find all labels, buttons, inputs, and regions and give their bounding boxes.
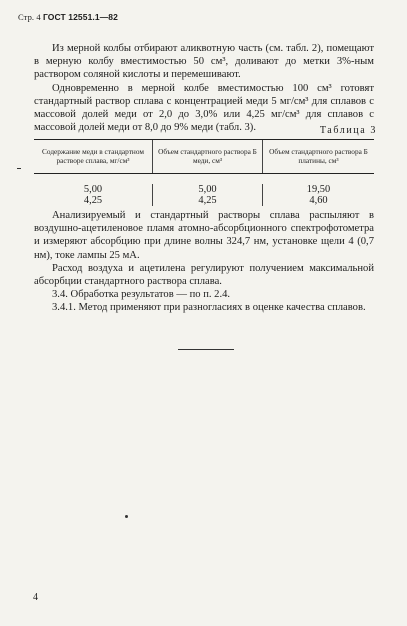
table-cell: 4,25 bbox=[198, 195, 217, 206]
running-header bbox=[18, 12, 118, 22]
table-cell: 4,60 bbox=[309, 195, 328, 206]
text-block-top bbox=[34, 42, 374, 134]
table-header-cell: Содержание меди в стандартном растворе сплава, мг/см³ bbox=[42, 146, 144, 165]
paragraph-standard-solution: Одновременно в мерной колбе вместимостью 100 см³ готовят стандартный раствор сплава с концентрацией меди 5 мг/см³ для сплавов с массовой долей меди от 2,0 до 3,0% или 4,25 мг/см³ для сплавов с массовой долей меди от 8,0 до 9% меди (табл. 3). bbox=[34, 82, 374, 134]
table-header-cell: Объем стандартного раствора Б платины, см³ bbox=[262, 140, 374, 173]
paragraph-results: 3.4. Обработка результатов — по п. 2.4. bbox=[52, 289, 231, 301]
table-cell: 4,25 bbox=[83, 195, 103, 206]
table-3 bbox=[34, 139, 374, 206]
paragraph-aliquot: Из мерной колбы отбирают аликвотную часть (см. табл. 2), помещают в мерную колбу вместимостью 50 см³, доливают до метки 3%-ным раствором соляной кислоты и перемешивают. bbox=[34, 43, 374, 81]
table-column-platinum-volume bbox=[262, 184, 374, 206]
table-body bbox=[34, 174, 374, 206]
table-cell: 19,50 bbox=[306, 184, 331, 195]
paragraph-method-use: 3.4.1. Метод применяют при разногласиях в оценке качества сплавов. bbox=[52, 302, 366, 314]
table-caption: Таблица 3 bbox=[319, 125, 377, 136]
standard-number: ГОСТ 12551.1—82 bbox=[42, 12, 118, 22]
table-column-copper-volume bbox=[152, 184, 262, 206]
page-number: 4 bbox=[33, 592, 38, 603]
table-header-row bbox=[34, 140, 374, 173]
print-speck bbox=[125, 515, 128, 518]
paragraph-atomization: Анализируемый и стандартный растворы сплава распыляют в воздушно-ацетиленовое пламя атомно-абсорбционного спектрофотометра и измеряют абсорбцию при длине волны 324,7 нм, установке щели 4 (0,7 нм), токе лампы 25 мА. bbox=[34, 210, 374, 261]
margin-mark bbox=[17, 168, 21, 169]
end-of-text-rule bbox=[178, 349, 234, 350]
table-column-copper-content bbox=[34, 184, 152, 206]
page-label: Стр. 4 bbox=[18, 12, 41, 22]
table-header-cell: Объем стандартного раствора Б меди, см³ bbox=[152, 140, 262, 173]
table-cell: 5,00 bbox=[83, 184, 103, 195]
text-block-bottom bbox=[34, 209, 374, 315]
paragraph-gas-flow: Расход воздуха и ацетилена регулируют получением максимальной абсорбции стандартного раствора сплава. bbox=[34, 262, 374, 288]
table-cell: 5,00 bbox=[198, 184, 217, 195]
